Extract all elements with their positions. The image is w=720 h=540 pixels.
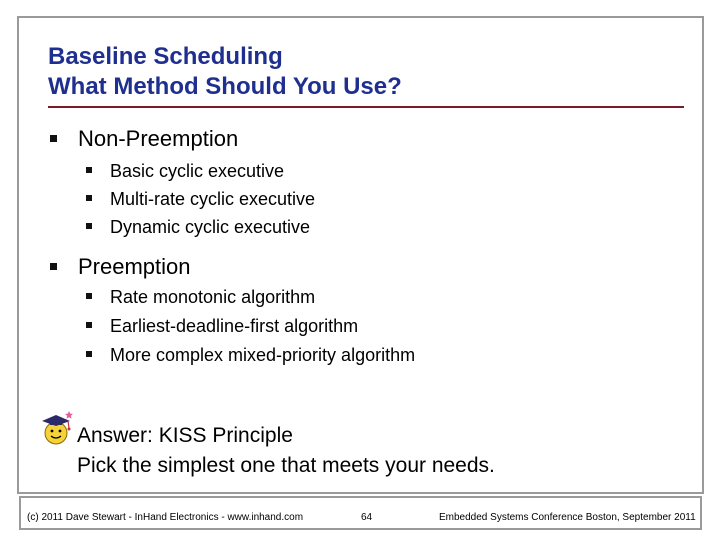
list-item: Basic cyclic executive — [110, 161, 285, 181]
slide-title — [48, 42, 402, 102]
section-heading-preemption: Preemption — [78, 254, 191, 279]
sub-bullet-square-icon — [86, 167, 92, 173]
list-item: Rate monotonic algorithm — [110, 287, 316, 307]
title-line-1: Baseline Scheduling — [48, 43, 283, 70]
sub-bullet-square-icon — [86, 351, 92, 357]
sub-bullet-square-icon — [86, 322, 92, 328]
list-item: Earliest-deadline-first algorithm — [110, 316, 359, 336]
sub-bullet-square-icon — [86, 223, 92, 229]
list-item: Multi-rate cyclic executive — [110, 189, 316, 209]
sub-bullet-square-icon — [86, 195, 92, 201]
title-underline — [48, 106, 684, 108]
answer-line-1: Answer: KISS Principle — [77, 424, 293, 447]
footer-page-number: 64 — [361, 512, 373, 523]
title-line-2: What Method Should You Use? — [48, 73, 402, 100]
answer-line-2: Pick the simplest one that meets your needs. — [77, 454, 495, 477]
list-item: More complex mixed-priority algorithm — [110, 345, 416, 365]
sub-bullet-square-icon — [86, 293, 92, 299]
bullet-square-icon — [50, 135, 57, 142]
bullet-square-icon — [50, 263, 57, 270]
list-item: Dynamic cyclic executive — [110, 217, 311, 237]
answer-block — [77, 421, 495, 481]
footer-event: Embedded Systems Conference Boston, September 2011 — [439, 512, 696, 523]
slide-footer — [19, 496, 702, 530]
footer-copyright: (c) 2011 Dave Stewart - InHand Electronics - www.inhand.com — [27, 512, 304, 523]
section-heading-non-preemption: Non-Preemption — [78, 126, 239, 151]
graduate-smiley-icon — [36, 409, 76, 449]
